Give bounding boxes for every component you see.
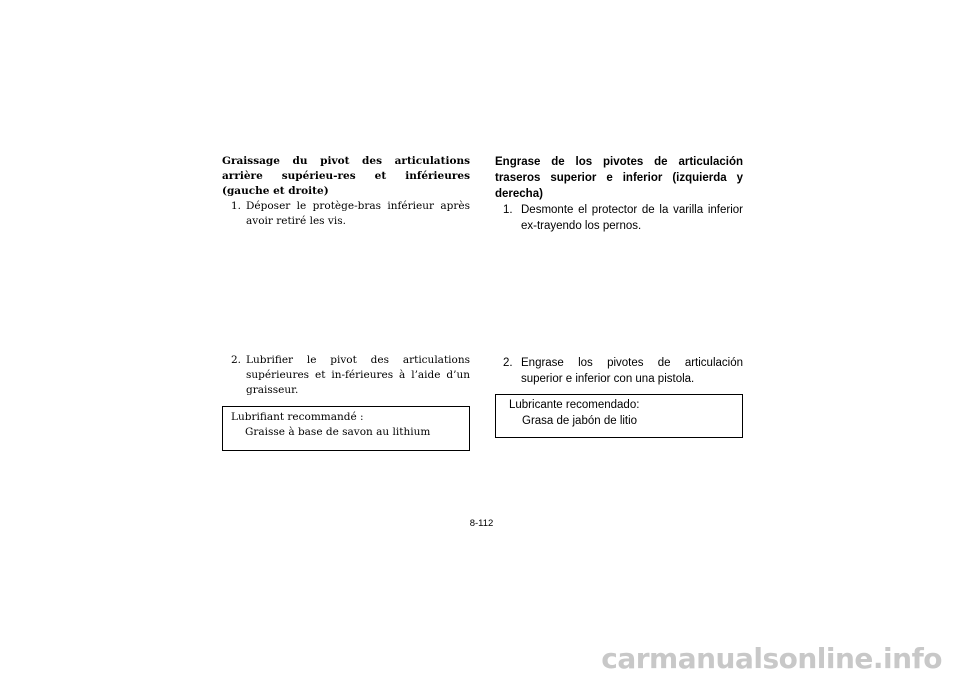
page-number: 8-112 [469, 518, 494, 529]
spanish-step-2 [495, 355, 743, 387]
french-lubricant-box [222, 406, 470, 451]
french-section-heading: Graissage du pivot des articulations arrière supérieu-res et inférieures (gauche et droite) [222, 155, 470, 197]
step-text: Engrase los pivotes de articulación superior e inferior con una pistola. [521, 357, 743, 385]
spanish-column [495, 154, 743, 438]
lubricant-label: Lubricante recomendado: [509, 399, 640, 411]
watermark: carmanualsonline.info [601, 642, 942, 675]
spanish-section-heading: Engrase de los pivotes de articulación traseros superior e inferior (izquierda y derecha) [495, 156, 743, 200]
step-number: 1. [231, 200, 242, 212]
lubricant-value: Grasa de jabón de litio [522, 415, 638, 427]
figure-space [495, 234, 743, 355]
lubricant-label: Lubrifiant recommandé : [231, 411, 364, 423]
step-number: 2. [231, 354, 242, 366]
spanish-step-1 [495, 202, 743, 234]
step-text: Lubrifier le pivot des articulations supérieures et in-férieures à l’aide d’un graisseur. [246, 354, 470, 396]
figure-space [222, 229, 470, 353]
step-number: 1. [503, 204, 513, 216]
spanish-lubricant-box [495, 394, 743, 438]
lubricant-value: Graisse à base de savon au lithium [245, 426, 431, 438]
french-column [222, 154, 470, 451]
step-number: 2. [503, 357, 513, 369]
step-text: Desmonte el protector de la varilla inferior ex-trayendo los pernos. [521, 204, 743, 232]
french-step-2 [222, 353, 470, 398]
french-step-1 [222, 199, 470, 229]
step-text: Déposer le protège-bras inférieur après avoir retiré les vis. [246, 200, 470, 227]
